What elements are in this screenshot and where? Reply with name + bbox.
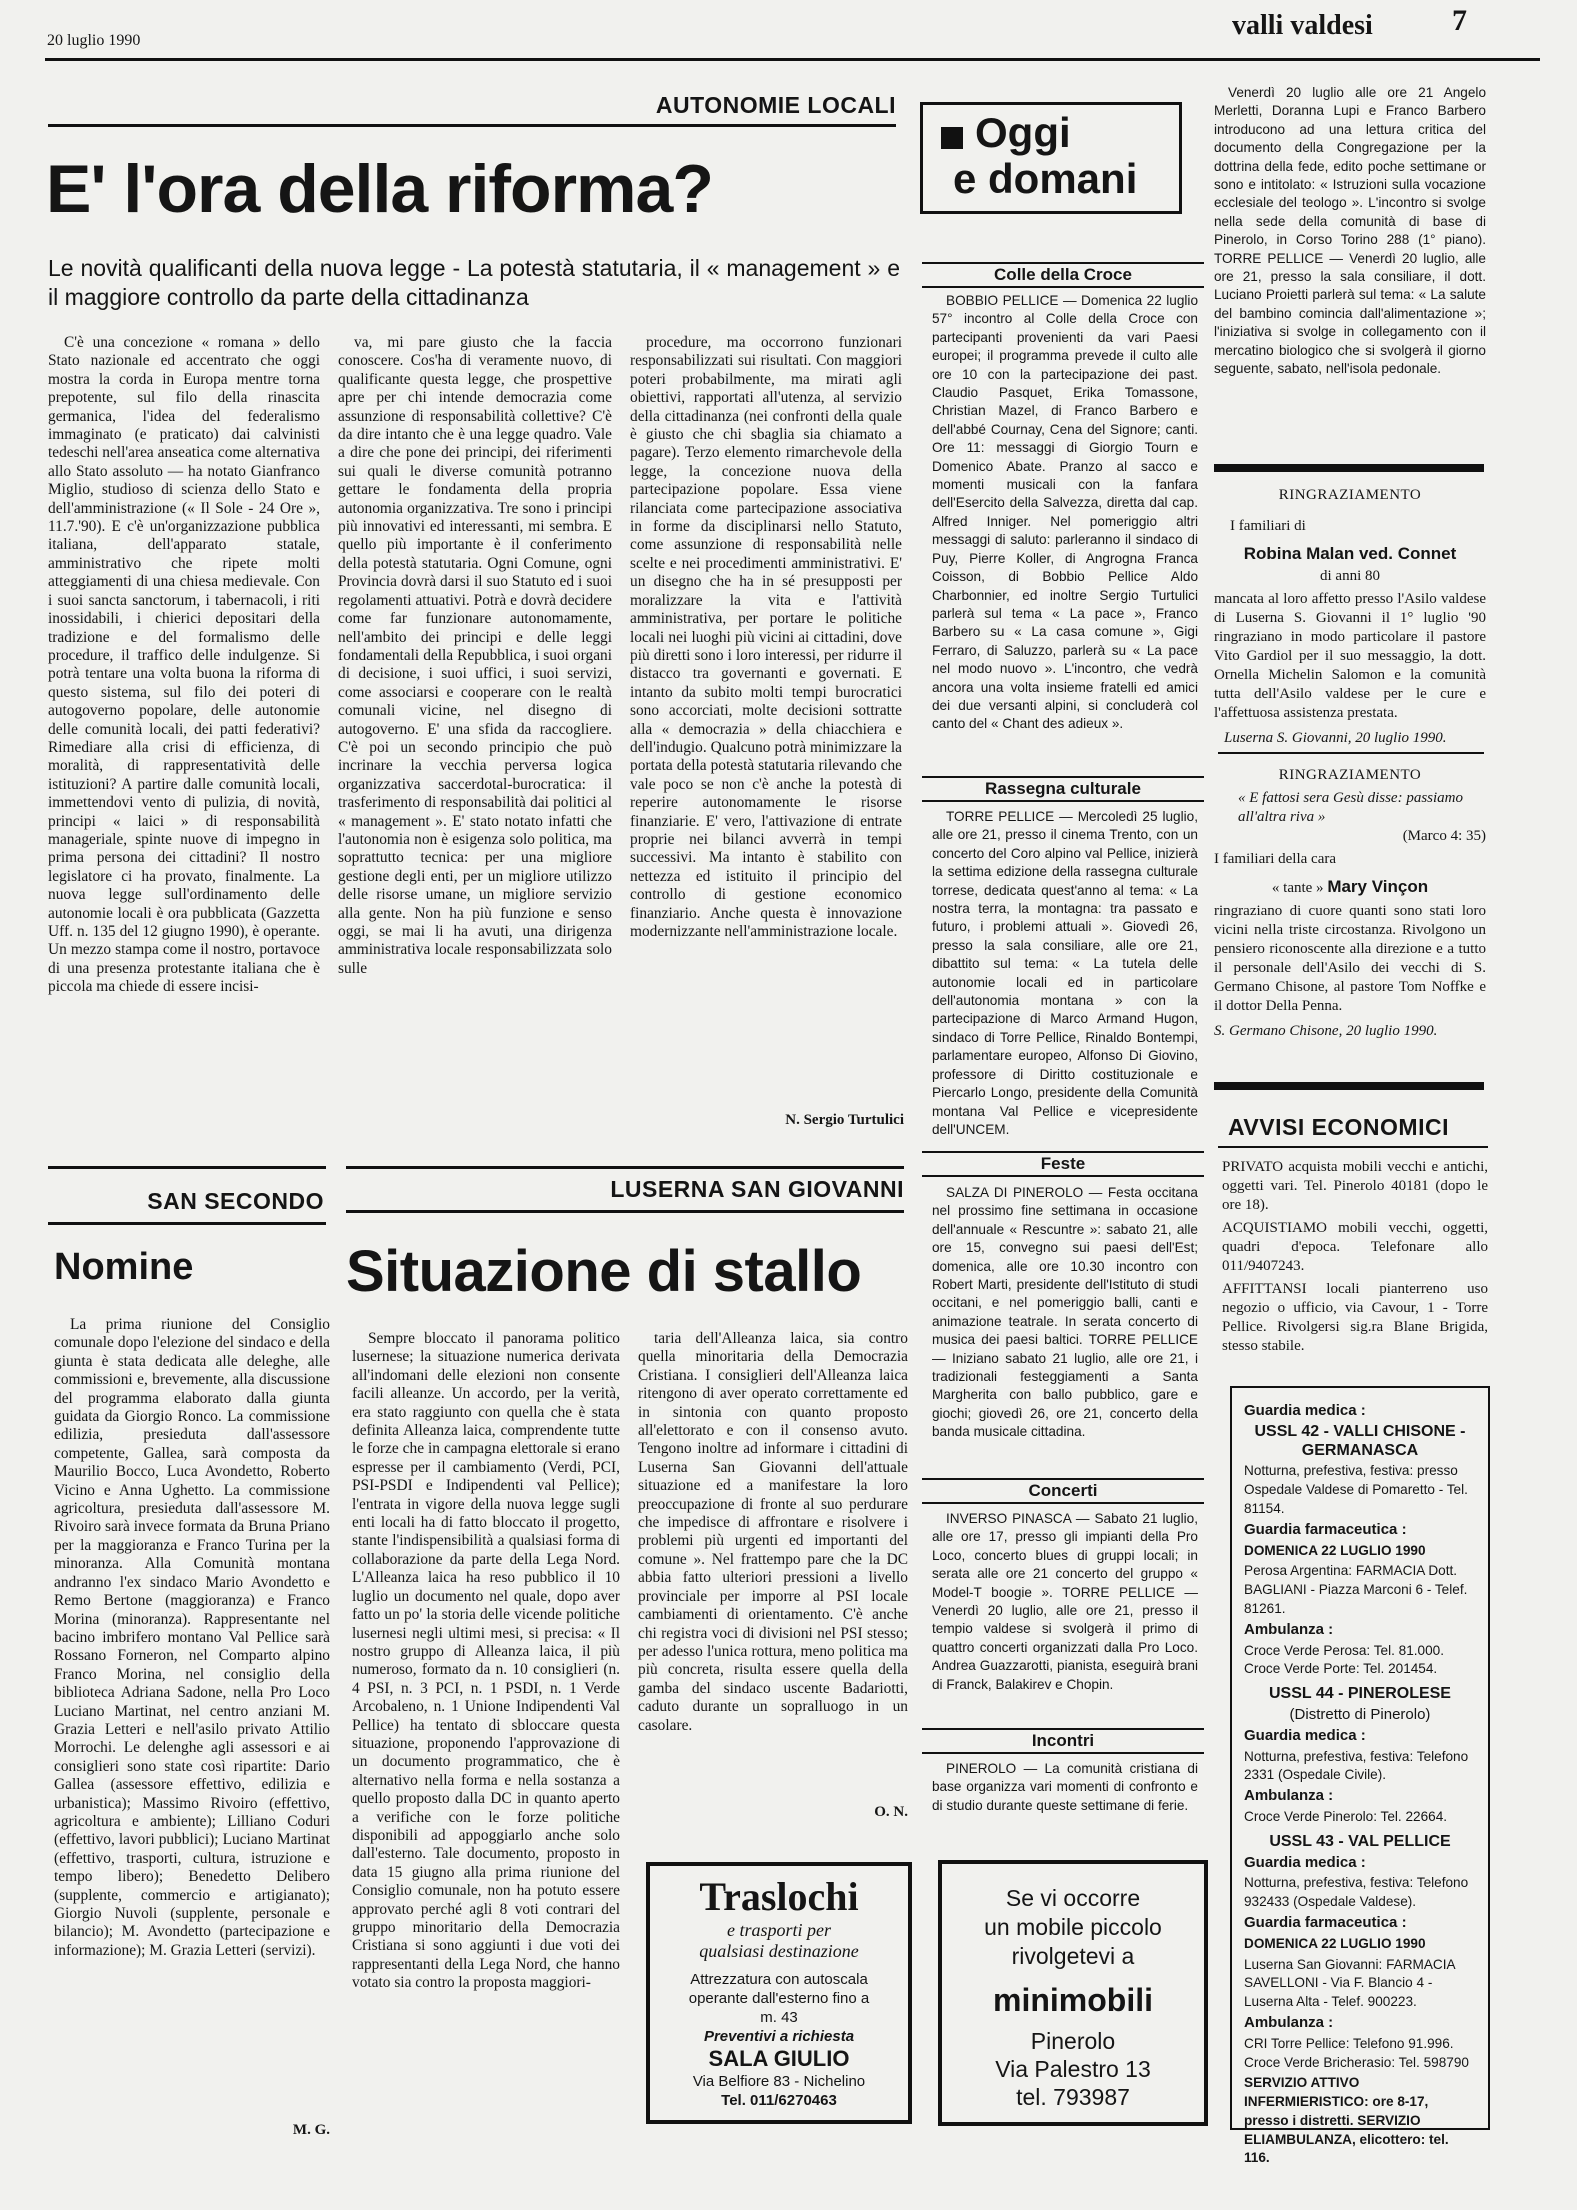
ring2-ref: (Marco 4: 35) [1402,828,1486,844]
traslochi-company: SALA GIULIO [708,2046,850,2071]
autonomie-kicker: AUTONOMIE LOCALI [655,92,896,118]
autonomie-subtitle: Le novità qualificanti della nuova legge - La potestà statutaria, il « management » e il maggiore controllo da parte della cittadinanza [48,255,900,310]
ring2-sign: S. Germano Chisone, 20 luglio 1990. [1214,1023,1438,1039]
guardia-line: Guardia medica : [1244,1402,1366,1419]
right-separator-1 [1214,464,1484,472]
minimobili-ad [938,1860,1208,2126]
autonomie-column-1: C'è una concezione « romana » dello Stato nazionale ed accentrato che oggi mostra la corda in Europa mentre torna prepotente, sul filo della rinascita germanica, l'idea del federalismo immaginato (e praticato) dai calvinisti tedeschi nell'area anseatica come alternativa allo Stato assoluto — ha notato Gianfranco Miglio, studioso di scienza dello Stato e dell'amministrazione (« Il Sole - 24 Ore », 11.7.'90). E c'è un'organizzazione pubblica italiana, dell'apparato statale, amministrativo che ripete molti atteggiamenti di una chiesa medievale. Con i suoi sancta sanctorum, i tabernacoli, i riti inossidabili, i chierici depositari della tradizione e del formalismo delle procedure, il traffico delle indulgenze. Si potrà tentare una volta buona la riforma di questo sistema, sul filo dei poteri di autogoverno popolare, delle autonomie delle comunità locali, dei patti federativi? Rimediare alla crisi di efficienza, di moralità, di rappresentatività delle istituzioni? A partire dalle comunità locali, immettendovi vento di pulizia, di novità, principi « laici » di responsabilità manageriale, spinte nuove di impegno in prima persona dei cittadini? Il nostro legislatore ci ha provato, finalmente. La nuova legge sull'ordinamento delle autonomie locali è ora pubblicata (Gazzetta Uff. n. 135 del 12 giugno 1990), è operante. Un mezzo stampa come il nostro, portavoce di una presenza protestante italiana che è piccola ma chiede di essere incisi- [48,334,320,996]
ring1-name: Robina Malan ved. Connet [1243,544,1457,563]
guardia-line: Croce Verde Pinerolo: Tel. 22664. [1244,1808,1448,1824]
sansecondo-headline: Nomine [54,1246,194,1288]
traslochi-phone: Tel. 011/6270463 [721,2092,837,2109]
traslochi-ad [646,1862,912,2124]
guardia-line: Notturna, prefestiva, festiva: presso Ospedale Valdese di Pomaretto - Tel. 81154. [1244,1463,1468,1516]
guardia-line: Guardia farmaceutica : [1244,1913,1407,1931]
guardia-line: USSL 42 - VALLI CHISONE - GERMANASCA [1254,1422,1466,1459]
minimobili-address: Via Palestro 13 [995,2056,1151,2082]
guardia-line: SERVIZIO ATTIVO INFERMIERISTICO: ore 8-17, presso i distretti. SERVIZIO ELIAMBULANZA, elicottero: tel. 116. [1244,2075,1449,2166]
guardia-line: Guardia medica : [1244,1726,1366,1744]
ring2-name-line [1214,877,1486,898]
guardia-line: Notturna, prefestiva, festiva: Telefono 2331 (Ospedale Civile). [1244,1748,1469,1783]
autonomie-column-3: procedure, ma occorrono funzionari responsabilizzati sui risultati. Con maggiori poteri probabilmente, ma mirati agli obiettivi, rapportati all'utenza, al servizio della cittadinanza (nei confronti della quale è giusto che chi sbaglia sia chiamato a pagare). Terzo elemento rimarchevole della legge, la concezione nuova della partecipazione popolare. Essa viene rilanciata come partecipazione associativa in forme da disciplinarsi nello Statuto, come assunzione di responsabilità nelle scelte e nei procedimenti amministrativi. E' un disegno che ha in sé presupposti per moralizzare la vita e l'attività amministrativa, per portare le politiche locali nei luoghi più vicini ai cittadini, dove più diretti sono i loro interessi, per ridurre il distacco tra governanti e governati. E intanto da subito molti tempi burocratici sono accorciati, molte decisioni sottratte alla « democrazia » della chiacchiera e dell'indugio. Qualcuno potrà minimizzare la portata della potestà statutaria rilevando che vale poco se non c'è anche la potestà di reperire autonomamente le risorse finanziarie. E' vero, l'attivazione di entrate proprie nei bilanci avverrà in tempi successivi. Ma intanto è stabilito con nettezza ed istituito il principio del controllo di gestione economico finanziario. Anche questa è innovazione modernizzante nell'amministrazione locale. [630,334,902,940]
right-separator-3 [1214,1082,1484,1090]
oggi-title: Oggi [975,109,1071,156]
traslochi-address: Via Belfiore 83 - Nichelino [692,2073,866,2090]
ring1-heading: RINGRAZIAMENTO [1278,487,1422,503]
avvisi-list [1222,1158,1488,1360]
colle-text: BOBBIO PELLICE — Domenica 22 luglio 57° incontro al Colle della Croce con partecipanti provenienti da vari Paesi europei; il programma prevede il culto alle ore 10 con la partecipazione dei past. Claudio Pasquet, Erika Tomassone, Christian Mazel, di Franco Barbero e dell'abbé Cournay, Cena del Signore; canti. Ore 11: messaggi di Giorgio Tourn e Domenico Abate. Pranzo al sacco e momenti musicali con la fanfara dell'Esercito della Salvezza, diretta dal cap. Alfred Inniger. Nel pomeriggio altri messaggi di saluto: parleranno il sindaco di Puy, Pierre Koller, di Angrogna Franca Coisson, di Bobbio Pellice Aldo Charbonnier, ed inoltre Sergio Turtulici parlerà sul tema « La pace », Franco Barbero su « La casa comune », Gigi Ferraro, di Saluzzo, parlerà su « La pace nel modo nuovo ». L'incontro, che vedrà ancora una volta insieme fratelli ed amici dei due versanti alpini, si concluderà col canto del « Chant des adieux ». [932,293,1198,732]
ring2-quote: « E fattosi sera Gesù disse: passiamo all'altra riva » [1238,790,1463,825]
guardia-line: Ambulanza : [1244,2013,1334,2031]
avvisi-rule [1218,1146,1488,1148]
sansecondo-kicker: SAN SECONDO [147,1188,324,1214]
oggi-e-domani-box [920,102,1182,214]
traslochi-tagline-2: qualsiasi destinazione [699,1941,859,1961]
minimobili-line-2: un mobile piccolo [984,1914,1162,1940]
guardia-line: Ambulanza : [1244,1787,1334,1805]
incontri-text: PINEROLO — La comunità cristiana di base organizza vari momenti di confronto e di studio durante queste settimane di ferie. [932,1761,1198,1813]
rassegna-text: TORRE PELLICE — Mercoledì 25 luglio, alle ore 21, presso il cinema Trento, con un concerto del Coro alpino val Pellice, inizierà la settima edizione della rassegna culturale torrese, dedicata quest'anno al tema: « La nostra terra, la montagna: tra passato e futuro, i problemi attuali ». Giovedì 26, presso la sala consiliare, alle ore 21, dibattito sul tema: « La tutela delle autonomie locali ed in particolare dell'autonomia montana » con la partecipazione di Marco Armand Hugon, sindaco di Torre Pellice, Rinaldo Bontempi, parlamentare europeo, Alfonso Di Giovino, professore di Diritto costituzionale e Piercarlo Longo, presidente della Comunità montana Val Pellice e vicepresidente dell'UNCEM. [932,809,1198,1137]
issue-date: 20 luglio 1990 [47,32,141,49]
incontri-heading: Incontri [922,1728,1204,1754]
paper-title: valli valdesi [1232,10,1373,41]
sansecondo-kicker-rule [48,1222,326,1225]
square-bullet-icon [941,127,963,149]
masthead-rule [45,58,1540,61]
guardia-line: Perosa Argentina: FARMACIA Dott. BAGLIANI - Piazza Marconi 6 - Telef. 81261. [1244,1563,1468,1616]
feste-text: SALZA DI PINEROLO — Festa occitana nel prossimo fine settimana in occasione dell'annuale « Rescuntre »: sabato 21, alle ore 15, convegno sui paesi dell'Est; domenica, alle ore 10.30 incontro con Robert Marti, presidente dell'Istituto di studi occitani, e nel pomeriggio balli, canti e animazione teatrale. In serata concerto di musica dei paesi baltici. TORRE PELLICE — Iniziano sabato 21 luglio, alle ore 21, i tradizionali festeggiamenti a Santa Margherita con ballo pubblico, gare e giochi; giovedì 26, ore 21, concerto della banda musicale cittadina. [932,1185,1198,1440]
ring1-age: di anni 80 [1320,568,1380,584]
traslochi-line-4: Preventivi a richiesta [703,2028,855,2045]
ring2-heading: RINGRAZIAMENTO [1278,767,1422,783]
avvisi-heading: AVVISI ECONOMICI [1228,1114,1449,1140]
concerti-text: INVERSO PINASCA — Sabato 21 luglio, alle ore 17, presso gli impianti della Pro Loco, concerto blues di gruppi locali; in serata alle ore 21 concerto del gruppo « Model-T boogie ». TORRE PELLICE — Venerdì 20 luglio, alle ore 21, presso il tempio valdese si svolgerà il primo di quattro concerti organizzati dalla Pro Loco. Andrea Guazzarotti, pianista, eseguirà brani di Franck, Balakirev e Chopin. [932,1511,1198,1692]
ringraziamento-1 [1214,486,1486,748]
autonomie-column-2: va, mi pare giusto che la faccia conoscere. Cos'ha di veramente nuovo, di qualificante questa legge, che prospettive apre per chi intende democrazia come assunzione di responsabilità collettive? C'è da dire intanto che è una legge quadro. Vale a dire che pone dei principi, dei riferimenti sui quali le diverse comunità potranno gettare le fondamenta della propria autonomia organizzativa. Tre sono i principi più innovativi ed interessanti, mi sembra. E quello più importante è il conferimento della potestà statutaria. Ogni Comune, ogni Provincia dovrà darsi il suo Statuto ed i suoi regolamenti attuativi. Potrà e dovrà decidere come far funzionare autonomamente, nell'ambito dei principi e delle leggi fondamentali della Repubblica, i suoi organi di decisione, i suoi uffici, i suoi servizi, come associarsi e cooperare con le realtà comunali vicine, nel disegno di autogoverno. E' una sfida da raccogliere. C'è poi un secondo principio che può incrinare la vecchia perversa logica organizzativa saccerdotal-burocratica: il trasferimento di responsabilità dai politici al « management ». E' stato notato infatti che l'autonomia non è esigenza solo politica, ma soprattutto tecnica: per una migliore gestione degli enti, per un migliore utilizzo delle risorse umane, un migliore servizio alla gente. Non ha più funzione e senso oggi, se mai li ha avuti, una dirigenza amministrativa locale responsabilizzata solo sulle [338,334,612,977]
minimobili-line-3: rivolgetevi a [1011,1943,1135,1969]
ring1-text: mancata al loro affetto presso l'Asilo valdese di Luserna S. Giovanni il 1° luglio '90 ringraziano in modo particolare il pastore Vito Gardiol per il suo messaggio, la dott. Ornella Michelin Salomon e la comunità tutta dell'Asilo valdese per le cure e l'affettuosa assistenza prestata. [1214,591,1486,721]
right-separator-2 [1218,752,1484,754]
rassegna-heading: Rassegna culturale [922,776,1204,802]
guardia-line: USSL 43 - VAL PELLICE [1269,1832,1451,1850]
ring2-nickname: « tante » [1271,880,1324,896]
traslochi-line-2: operante dall'esterno fino a [688,1990,870,2007]
guardia-line: Guardia medica : [1244,1853,1366,1871]
avviso-item: ACQUISTIAMO mobili vecchi, oggetti, quadri d'epoca. Telefonare allo 011/9407243. [1222,1220,1488,1274]
autonomie-byline: N. Sergio Turtulici [785,1112,904,1128]
guardia-line: DOMENICA 22 LUGLIO 1990 [1244,1935,1426,1951]
guardia-line: Ambulanza : [1244,1620,1334,1638]
ring2-name: Mary Vinçon [1327,877,1429,896]
traslochi-title: Traslochi [699,1874,859,1919]
sansecondo-text: La prima riunione del Consiglio comunale dopo l'elezione del sindaco e della giunta è stata dedicata alle deleghe, alle commissioni e, brevemente, alla discussione del programma elaborato dalla giunta guidata da Giorgio Ronco. La commissione edilizia, presieduta dall'assessore competente, Gallea, sarà composta da Maurilio Bocco, Luca Avondetto, Roberto Vicino e Anna Ughetto. La commissione agricoltura, presieduta dall'assessore M. Rivoiro sarà invece formata da Bruna Priano per la maggioranza e Franco Turina per la minoranza. Alla Comunità montana andranno l'ex sindaco Mario Avondetto e Remo Bertone (maggioranza) e Franco Morina (minoranza). Rappresentante nel bacino imbrifero montano Val Pellice sarà Rossano Forneron, nel Comparto alpino Franco Morina, nel consiglio della biblioteca Adriana Sadone, nella Pro Loco Luciano Martinat, nel centro anziani M. Grazia Letteri e nell'asilo privato Attilio Morrochi. Le delenghe agli assessori e ai consiglieri sono state così ripartite: Dario Gallea (assessore effettivo, edilizia e urbanistica); Massimo Rivoiro (effettivo, agricoltura e ambiente); Lilliano Coduri (effettivo, lavori pubblici); Luciano Martinat (effettivo, trasporti, cultura, istruzione e tempo libero); Benedetto Delibero (supplente, commercio e artigianato); Giorgio Nuvoli (supplente, personale e bilancio); M. Avondetto (partecipazione e informazione); M. Grazia Letteri (servizi). [54,1316,330,1959]
luserna-sign: O. N. [874,1804,908,1820]
guardia-line: Luserna San Giovanni: FARMACIA SAVELLONI - Via F. Blancio 4 - Luserna Alta - Telef. 900223. [1244,1956,1455,2010]
guardia-line: CRI Torre Pellice: Telefono 91.996. Croce Verde Bricherasio: Tel. 598790 [1244,2035,1469,2070]
guardia-line: Guardia farmaceutica : [1244,1520,1407,1538]
guardia-line: (Distretto di Pinerolo) [1289,1705,1431,1723]
guardia-line: USSL 44 - PINEROLESE [1269,1685,1451,1703]
luserna-kicker-rule [346,1210,904,1213]
colle-heading: Colle della Croce [922,262,1204,288]
autonomie-kicker-rule [48,124,896,127]
lower-section-rule-right [346,1166,904,1169]
minimobili-phone: tel. 793987 [1016,2084,1130,2110]
minimobili-city: Pinerolo [1030,2028,1116,2054]
concerti-heading: Concerti [922,1478,1204,1504]
autonomie-headline: E' l'ora della riforma? [46,151,713,227]
ring2-intro: I familiari della cara [1214,851,1337,867]
ring1-intro: I familiari di [1230,518,1306,534]
traslochi-line-3: m. 43 [760,2009,798,2026]
traslochi-line-1: Attrezzatura con autoscala [690,1971,868,1988]
ringraziamento-2 [1214,766,1486,1041]
luserna-column-2: taria dell'Alleanza laica, sia contro quella minoritaria della Democrazia Cristiana. I consiglieri dell'Alleanza laica ritengono di aver operato correttamente ed in sintonia con quanto proposto all'elettorato e con il consenso avuto. Tengono inoltre ad informare i cittadini di Luserna San Giovanni dell'attuale situazione ed a manifestare la loro preoccupazione di fronte al suo perdurare che impedisce di affrontare e risolvere i problemi più urgenti ed importanti del comune ». Nel frattempo pare che la DC abbia fatto ulteriori pressioni a livello provinciale per imporre al PSI locale cambiamenti di orientamento. C'è anche chi registra voci di divisioni nel PSI stesso; per adesso l'unica rottura, meno politica ma più concreta, risulta essere quella della gamba del sindaco uscente Badariotti, caduto durante un sopralluogo in un casolare. [638,1330,908,1734]
right-top-text: Venerdì 20 luglio alle ore 21 Angelo Merletti, Doranna Lupi e Franco Barbero introducono ad una lettura critica del documento della Congregazione per la dottrina della fede, edito poche settimane or sono e intitolato: « Istruzioni sulla vocazione ecclesiale del teologo ». L'incontro si svolge nella sede della comunità di base di Pinerolo, in Corso Torino 288 (1° piano). TORRE PELLICE — Venerdì 20 luglio, alle ore 21, presso la sala consiliare, il dott. Luciano Proietti parlerà sul tema: « La salute del bambino comincia dall'alimentazione »; l'iniziativa si svolge in collegamento con il mercatino biologico che si svolgerà il giorno seguente, sabato, nell'isola pedonale. [1214,85,1486,377]
avviso-item: PRIVATO acquista mobili vecchi e antichi, oggetti vari. Tel. Pinerolo 40181 (dopo le ore 18). [1222,1159,1488,1213]
traslochi-tagline-1: e trasporti per [726,1920,831,1940]
ring2-text: ringraziano di cuore quanti sono stati loro vicini nella triste circostanza. Rivolgono un pensiero riconoscente alla direzione e a tutto il personale dell'Asilo dei vecchi di S. Germano Chisone, al pastore Tom Noffke e il dottor Della Penna. [1214,903,1486,1014]
guardia-medica-box [1230,1386,1490,2166]
guardia-line: Notturna, prefestiva, festiva: Telefono 932433 (Ospedale Valdese). [1244,1875,1469,1910]
guardia-line: Croce Verde Perosa: Tel. 81.000. Croce Verde Porte: Tel. 201454. [1244,1642,1445,1677]
ring1-sign: Luserna S. Giovanni, 20 luglio 1990. [1224,730,1447,746]
guardia-line: DOMENICA 22 LUGLIO 1990 [1244,1542,1426,1558]
lower-section-rule-left [48,1166,326,1169]
page-number: 7 [1452,4,1467,37]
minimobili-line-1: Se vi occorre [1005,1885,1141,1911]
sansecondo-sign: M. G. [292,2122,330,2138]
luserna-kicker: LUSERNA SAN GIOVANNI [610,1176,904,1202]
feste-heading: Feste [922,1151,1204,1177]
minimobili-brand: minimobili [993,1982,1153,2018]
domani-title: e domani [953,155,1138,202]
luserna-column-1: Sempre bloccato il panorama politico lusernese; la situazione numerica derivata all'indomani delle elezioni non consente facili alleanze. Un accordo, per la verità, era stato raggiunto con quella che è stata definita Alleanza laica, comprendente tutte le forze che in campagna elettorale si erano espresse per il cambiamento (Verdi, PCI, PSI-PSDI e Indipendenti val Pellice); l'entrata in vigore della nuova legge sugli enti locali ha di fatto bloccato il progetto, stante l'indispensibilità a qualsiasi forma di collaborazione da parte della Lega Nord. L'Alleanza laica ha reso pubblico il 10 luglio un documento nel quale, dopo aver fatto un po' la storia delle vicende politiche lusernesi negli ultimi mesi, si precisa: « Il nostro gruppo di Alleanza laica, il più numeroso, formato da n. 10 consiglieri (n. 4 PSI, n. 3 PCI, n. 1 PSDI, n. 1 Verde Arcobaleno, n. 1 Unione Indipendenti Val Pellice) ha tentato di sbloccare questa situazione, proponendo l'approvazione di un documento programmatico, che è alternativo nella forma e nella sostanza a quello proposto dalla DC in quanto aperto a verifiche con le forze politiche disponibili ad appoggiarlo anche solo dall'esterno. Tale documento, proposto in data 15 giugno alla prima riunione del Consiglio comunale, non ha potuto essere approvato perché agli 8 voti contrari del gruppo minoritario della Democrazia Cristiana si sono aggiunti i due voti dei rappresentanti della Lega Nord, che hanno votato sia contro la proposta maggiori- [352,1330,620,1992]
avviso-item: AFFITTANSI locali pianterreno uso negozio o ufficio, via Cavour, 1 - Torre Pellice. Rivolgersi sig.ra Blane Brigida, stesso stabile. [1222,1281,1488,1354]
luserna-headline: Situazione di stallo [346,1239,862,1304]
